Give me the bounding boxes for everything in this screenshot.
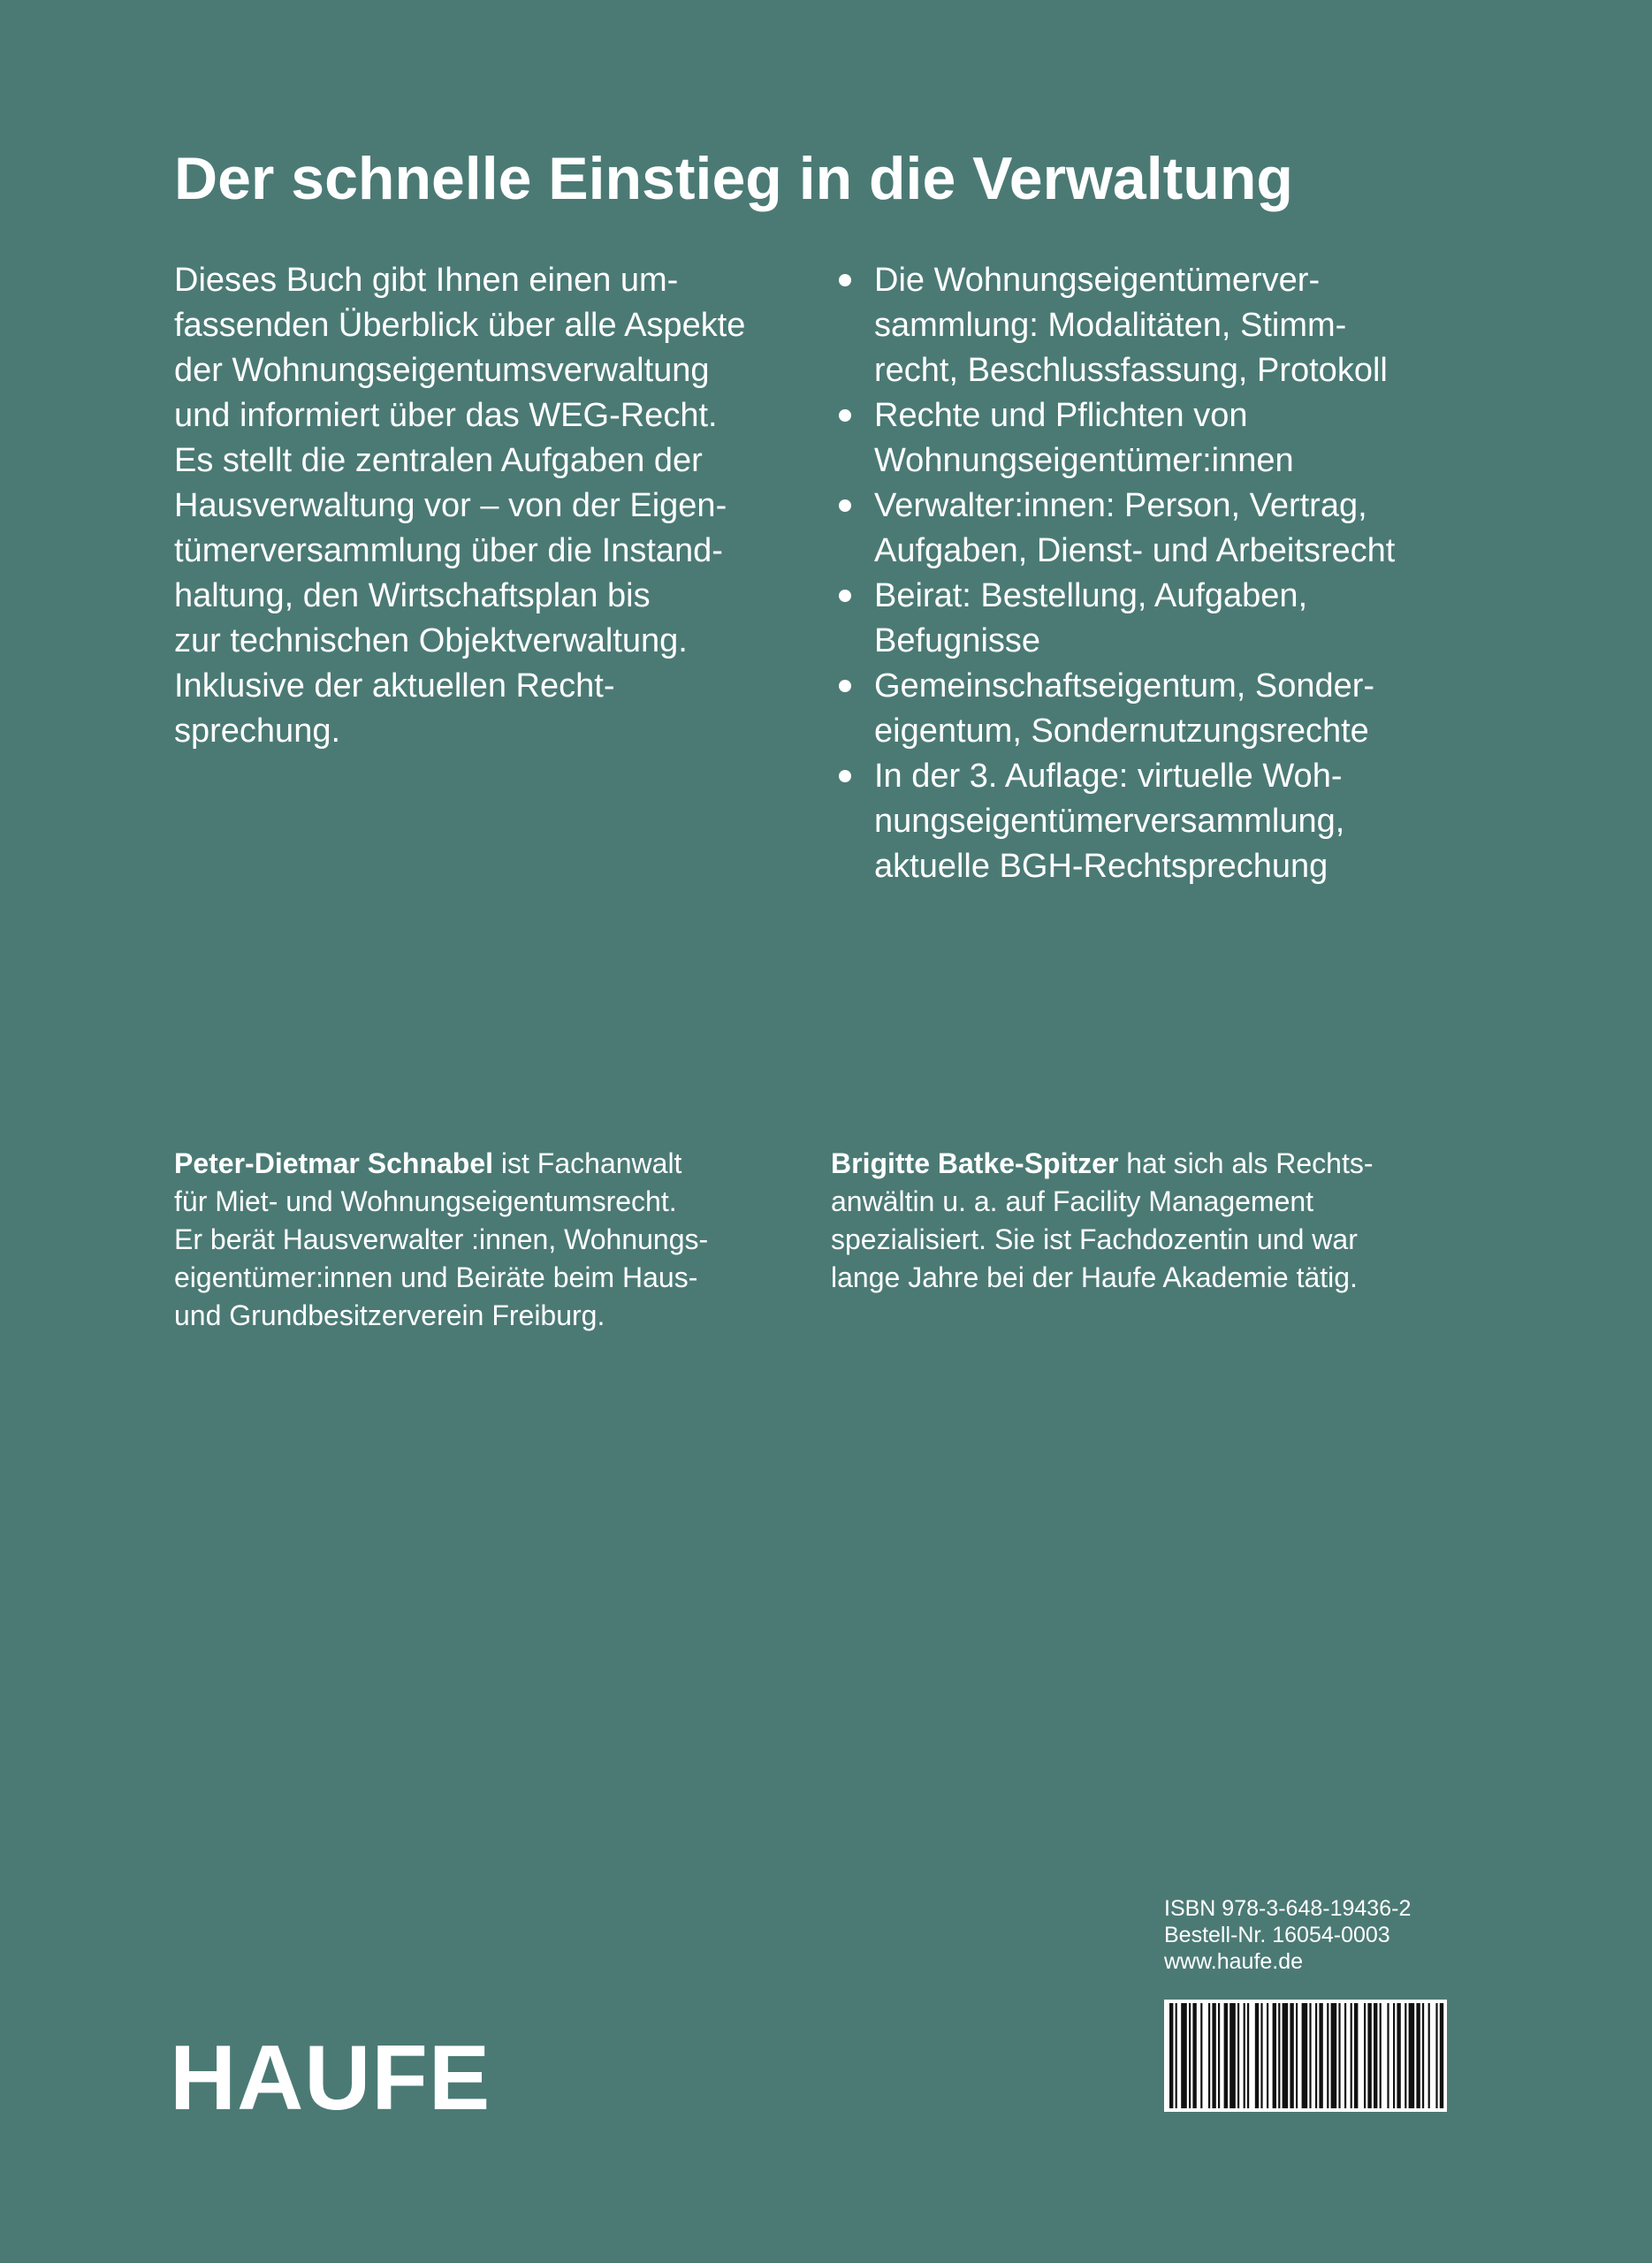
intro-line: zur technischen Objektverwaltung. <box>174 622 688 659</box>
barcode-bar <box>1260 2003 1262 2108</box>
bullet-dot-icon <box>839 680 851 692</box>
feature-item <box>835 754 1472 889</box>
intro-line: sprechung. <box>174 712 341 750</box>
feature-line: sammlung: Modalitäten, Stimm- <box>874 307 1347 344</box>
barcode-bar <box>1440 2003 1443 2108</box>
barcode-bar <box>1189 2003 1191 2108</box>
feature-line: nungseigentümerversammlung, <box>874 803 1345 840</box>
bullet-dot-icon <box>839 409 851 422</box>
barcode-bar <box>1409 2003 1415 2108</box>
bio-line: spezialisiert. Sie ist Fachdozentin und war <box>831 1223 1358 1255</box>
barcode-bar <box>1200 2003 1202 2108</box>
barcode-bar <box>1354 2003 1358 2108</box>
barcode-bar <box>1224 2003 1228 2108</box>
feature-line: Rechte und Pflichten von <box>874 397 1248 434</box>
feature-item <box>835 664 1472 754</box>
intro-line: der Wohnungseigentumsverwaltung <box>174 352 710 389</box>
barcode-bar <box>1315 2003 1317 2108</box>
barcode-bar <box>1181 2003 1187 2108</box>
publisher-logo: HAUFE <box>170 2027 491 2130</box>
bullet-dot-icon <box>839 274 851 286</box>
intro-line: Es stellt die zentralen Aufgaben der <box>174 442 703 479</box>
barcode-bar <box>1283 2003 1289 2108</box>
intro-line: fassenden Überblick über alle Aspekte <box>174 307 746 344</box>
isbn-number: ISBN 978-3-648-19436-2 <box>1164 1896 1412 1921</box>
barcode-bar <box>1273 2003 1276 2108</box>
feature-line: eigentum, Sondernutzungsrechte <box>874 712 1369 750</box>
author-bio-batke-spitzer <box>831 1145 1467 1297</box>
isbn-info <box>1164 1895 1411 1975</box>
intro-line: Hausverwaltung vor – von der Eigen- <box>174 487 727 524</box>
intro-line: tümerversammlung über die Instand- <box>174 532 723 569</box>
bullet-dot-icon <box>839 770 851 782</box>
bio-line: für Miet- und Wohnungseigentumsrecht. <box>174 1185 677 1217</box>
intro-line: haltung, den Wirtschaftsplan bis <box>174 577 651 614</box>
barcode-bar <box>1278 2003 1280 2108</box>
barcode-bar <box>1218 2003 1220 2108</box>
intro-text <box>174 258 811 754</box>
barcode-icon <box>1164 2000 1447 2112</box>
barcode-bar <box>1338 2003 1340 2108</box>
barcode-bar <box>1380 2003 1382 2108</box>
barcode-bar <box>1237 2003 1239 2108</box>
barcode-bar <box>1169 2003 1173 2108</box>
barcode-bar <box>1244 2003 1245 2108</box>
barcode-bar <box>1309 2003 1311 2108</box>
barcode-bar <box>1302 2003 1308 2108</box>
bullet-dot-icon <box>839 499 851 512</box>
feature-line: Befugnisse <box>874 622 1041 659</box>
barcode-bar <box>1212 2003 1215 2108</box>
author-name: Brigitte Batke-Spitzer <box>831 1147 1119 1179</box>
barcode-bar <box>1247 2003 1249 2108</box>
barcode-bar <box>1367 2003 1371 2108</box>
barcode-bar <box>1387 2003 1389 2108</box>
order-number: Bestell-Nr. 16054-0003 <box>1164 1923 1390 1947</box>
barcode-bar <box>1405 2003 1406 2108</box>
barcode-bar <box>1327 2003 1328 2108</box>
bio-line <box>831 1145 1467 1183</box>
bullet-dot-icon <box>839 590 851 602</box>
feature-line: Aufgaben, Dienst- und Arbeitsrecht <box>874 532 1396 569</box>
barcode-bar <box>1374 2003 1377 2108</box>
barcode-bar <box>1351 2003 1352 2108</box>
headline: Der schnelle Einstieg in die Verwaltung <box>174 145 1293 212</box>
barcode-bar <box>1229 2003 1236 2108</box>
barcode-bar <box>1331 2003 1337 2108</box>
bio-line: eigentümer:innen und Beiräte beim Haus- <box>174 1261 698 1293</box>
feature-line: In der 3. Auflage: virtuelle Woh- <box>874 758 1343 795</box>
barcode-bar <box>1393 2003 1395 2108</box>
barcode-graphic <box>1164 2000 1447 2112</box>
feature-line: Wohnungseigentümer:innen <box>874 442 1294 479</box>
bio-line: Er berät Hausverwalter :innen, Wohnungs- <box>174 1223 709 1255</box>
bio-line: lange Jahre bei der Haufe Akademie tätig. <box>831 1261 1358 1293</box>
feature-line: Beirat: Bestellung, Aufgaben, <box>874 577 1308 614</box>
barcode-bar <box>1319 2003 1322 2108</box>
feature-list <box>835 258 1472 889</box>
barcode-bar <box>1422 2003 1424 2108</box>
intro-line: und informiert über das WEG-Recht. <box>174 397 718 434</box>
barcode-bar <box>1344 2003 1346 2108</box>
barcode-bar <box>1192 2003 1196 2108</box>
bio-text: hat sich als Rechts- <box>1118 1147 1374 1179</box>
barcode-bar <box>1428 2003 1430 2108</box>
bio-line: und Grundbesitzerverein Freiburg. <box>174 1299 605 1331</box>
feature-line: aktuelle BGH-Rechtsprechung <box>874 848 1328 885</box>
feature-line: Verwalter:innen: Person, Vertrag, <box>874 487 1367 524</box>
barcode-bar <box>1364 2003 1366 2108</box>
author-bio-schnabel <box>174 1145 811 1335</box>
barcode-bar <box>1290 2003 1293 2108</box>
feature-item <box>835 393 1472 484</box>
barcode-bar <box>1255 2003 1259 2108</box>
feature-item <box>835 574 1472 664</box>
barcode-bar <box>1267 2003 1268 2108</box>
bio-line: anwältin u. a. auf Facility Management <box>831 1185 1314 1217</box>
feature-line: Die Wohnungseigentümerver- <box>874 262 1321 299</box>
author-name: Peter-Dietmar Schnabel <box>174 1147 494 1179</box>
feature-item <box>835 484 1472 574</box>
barcode-bar <box>1176 2003 1177 2108</box>
intro-line: Inklusive der aktuellen Recht- <box>174 667 615 705</box>
bio-line <box>174 1145 811 1183</box>
barcode-bar <box>1416 2003 1420 2108</box>
barcode-bar <box>1208 2003 1210 2108</box>
barcode-bar <box>1435 2003 1437 2108</box>
feature-item <box>835 258 1472 393</box>
feature-line: Gemeinschaftseigentum, Sonder- <box>874 667 1375 705</box>
bio-text: ist Fachanwalt <box>493 1147 682 1179</box>
intro-line: Dieses Buch gibt Ihnen einen um- <box>174 262 679 299</box>
publisher-url: www.haufe.de <box>1164 1949 1304 1974</box>
barcode-bar <box>1296 2003 1298 2108</box>
feature-line: recht, Beschlussfassung, Protokoll <box>874 352 1388 389</box>
barcode-bar <box>1397 2003 1400 2108</box>
